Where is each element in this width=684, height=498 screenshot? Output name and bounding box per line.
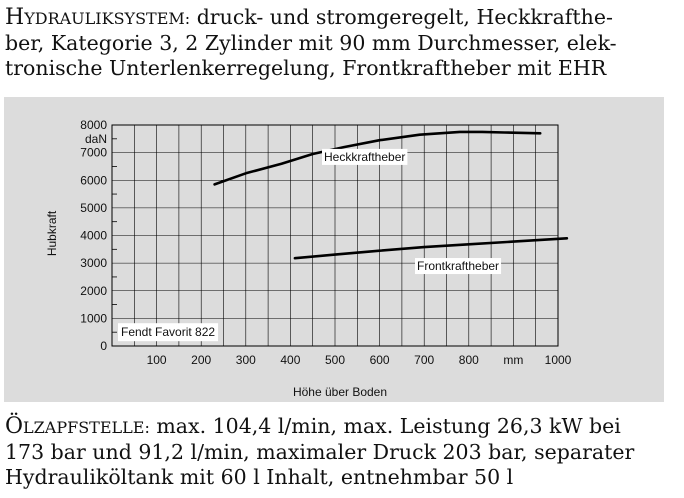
y-unit-label: daN [84, 131, 107, 146]
x-tick-label: 700 [414, 353, 435, 367]
hydraulic-system-paragraph [5, 5, 681, 81]
hydraulic-line-3: tronische Unterlenkerregelung, Frontkraftheber mit EHR [5, 56, 607, 80]
lift-capacity-chart [4, 97, 664, 402]
y-tick-label: 3000 [80, 256, 107, 271]
y-tick-label: 7000 [80, 145, 107, 160]
model-annotation: Fendt Favorit 822 [121, 325, 216, 340]
hydraulic-line-1: druck- und stromgeregelt, Heckkrafthe- [190, 5, 613, 29]
y-tick-label: 0 [100, 339, 107, 353]
y-tick-label: 6000 [80, 173, 107, 188]
x-tick-label: 300 [235, 353, 256, 367]
x-tick-label: 100 [146, 353, 167, 367]
y-tick-label: 2000 [80, 283, 107, 298]
hydraulic-line-2: ber, Kategorie 3, 2 Zylinder mit 90 mm Durchmesser, elek- [5, 31, 617, 55]
x-tick-label: 500 [324, 353, 346, 367]
y-tick-label: 8000 [80, 118, 107, 132]
hydraulic-heading: HYDRAULIKSYSTEM: [5, 5, 191, 30]
series-label-heckkraftheber: Heckkraftheber [324, 149, 406, 164]
y-tick-label: 1000 [80, 311, 107, 326]
x-tick-label: 800 [458, 353, 479, 367]
series-label-frontkraftheber: Frontkraftheber [417, 259, 500, 274]
chart-canvas [4, 97, 664, 402]
x-unit-label: mm [503, 353, 524, 367]
chart-labels [45, 118, 572, 399]
x-tick-label: 400 [280, 353, 301, 367]
x-axis-title: Höhe über Boden [292, 385, 388, 399]
pto-line-3: Hydrauliköltank mit 60 l Inhalt, entnehmbar 50 l [5, 465, 514, 489]
y-axis-title: Hubkraft [45, 210, 59, 257]
pto-line-1: max. 104,4 l/min, max. Leistung 26,3 kW bei [149, 414, 621, 438]
y-tick-label: 5000 [80, 200, 107, 215]
series-line-frontkraftheber [295, 238, 567, 258]
pto-line-2: 173 bar und 91,2 l/min, maximaler Druck 203 bar, separater [5, 440, 635, 464]
x-tick-label: 1000 [544, 353, 572, 367]
y-tick-label: 4000 [80, 228, 107, 243]
pto-paragraph [5, 414, 681, 490]
pto-heading: ÖLZAPFSTELLE: [5, 414, 150, 439]
x-tick-label: 200 [191, 353, 212, 367]
x-tick-label: 600 [369, 353, 390, 367]
